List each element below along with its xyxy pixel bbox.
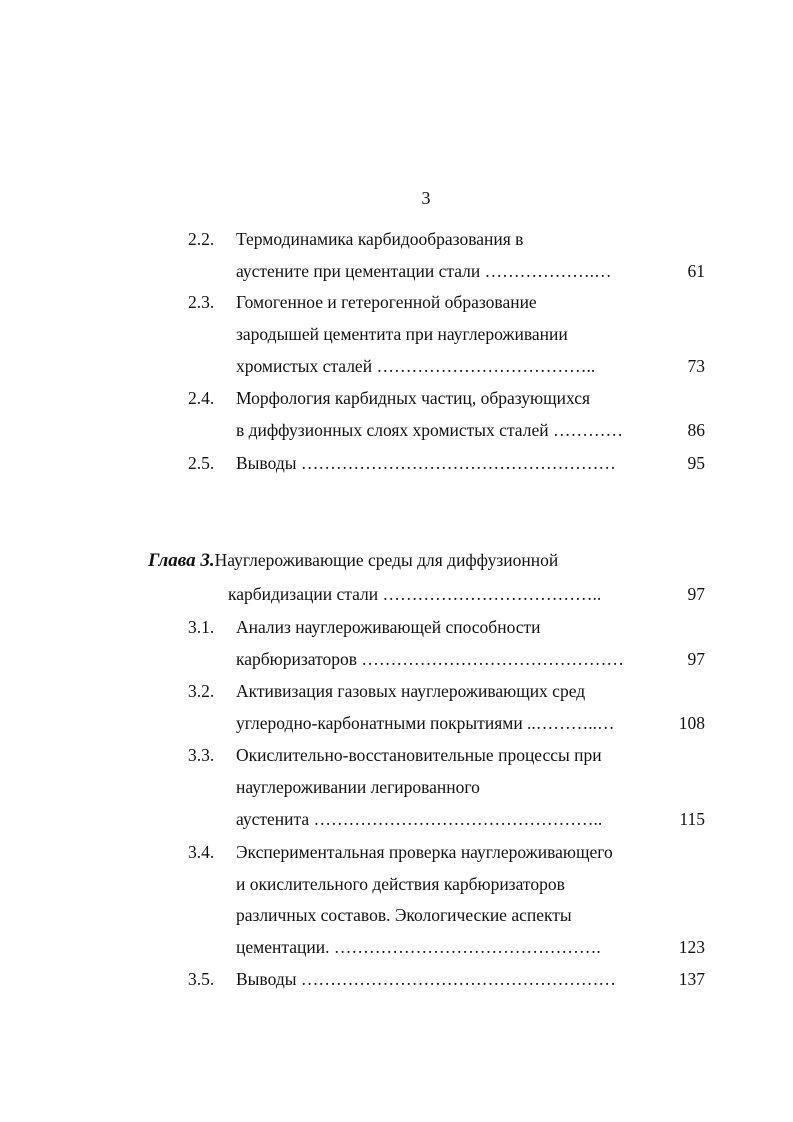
- entry-title-line: зародышей цементита при науглероживании: [236, 324, 568, 344]
- entry-page: 61: [687, 261, 705, 281]
- entry-number: 2.3.: [188, 292, 215, 312]
- entry-page: 123: [678, 937, 705, 957]
- entry-title-line: хромистых сталей ………………………………..: [236, 356, 596, 376]
- chapter-title-line: Науглероживающие среды для диффузионной: [214, 550, 559, 570]
- chapter-label: Глава 3.: [148, 550, 215, 571]
- entry-number: 2.5.: [188, 453, 215, 473]
- entry-number: 2.4.: [188, 388, 215, 408]
- entry-title-line: аустените при цементации стали ……………….…: [236, 261, 612, 281]
- entry-number: 3.3.: [188, 745, 215, 765]
- entry-title-line: в диффузионных слоях хромистых сталей …………: [236, 420, 623, 440]
- entry-title-line: науглероживании легированного: [236, 777, 480, 797]
- entry-title-line: Выводы ………………………………………………: [236, 453, 616, 473]
- entry-page: 73: [687, 356, 705, 376]
- entry-number: 2.2.: [188, 229, 215, 249]
- entry-page: 137: [678, 969, 705, 989]
- entry-page: 86: [687, 420, 705, 440]
- entry-number: 3.2.: [188, 681, 215, 701]
- entry-page: 97: [687, 649, 705, 669]
- chapter-title-line: карбидизации стали ………………………………..: [228, 584, 602, 604]
- entry-title-line: Окислительно-восстановительные процессы при: [236, 745, 602, 765]
- entry-page: 115: [679, 809, 705, 829]
- entry-title-line: и окислительного действия карбюризаторов: [236, 874, 565, 894]
- entry-number: 3.5.: [188, 969, 215, 989]
- entry-title-line: Гомогенное и гетерогенной образование: [236, 292, 537, 312]
- entry-title-line: различных составов. Экологические аспекты: [236, 905, 572, 925]
- entry-title-line: цементации. ……………………………………….: [236, 937, 601, 957]
- entry-title-line: Анализ науглероживающей способности: [236, 617, 541, 637]
- entry-title-line: Активизация газовых науглероживающих сред: [236, 681, 586, 701]
- chapter-page: 97: [687, 584, 705, 604]
- entry-title-line: углеродно-карбонатными покрытиями ..………..…: [236, 713, 615, 733]
- page-number: 3: [421, 188, 431, 208]
- entry-title-line: аустенита …………………………………………..: [236, 809, 603, 829]
- entry-number: 3.1.: [188, 617, 215, 637]
- entry-page: 95: [687, 453, 705, 473]
- entry-title-line: Экспериментальная проверка науглероживающего: [236, 842, 613, 862]
- entry-page: 108: [678, 713, 705, 733]
- entry-title-line: Выводы ………………………………………………: [236, 969, 616, 989]
- entry-title-line: Морфология карбидных частиц, образующихся: [236, 388, 591, 408]
- entry-number: 3.4.: [188, 842, 215, 862]
- entry-title-line: Термодинамика карбидообразования в: [236, 229, 524, 249]
- entry-title-line: карбюризаторов ………………………………………: [236, 649, 624, 669]
